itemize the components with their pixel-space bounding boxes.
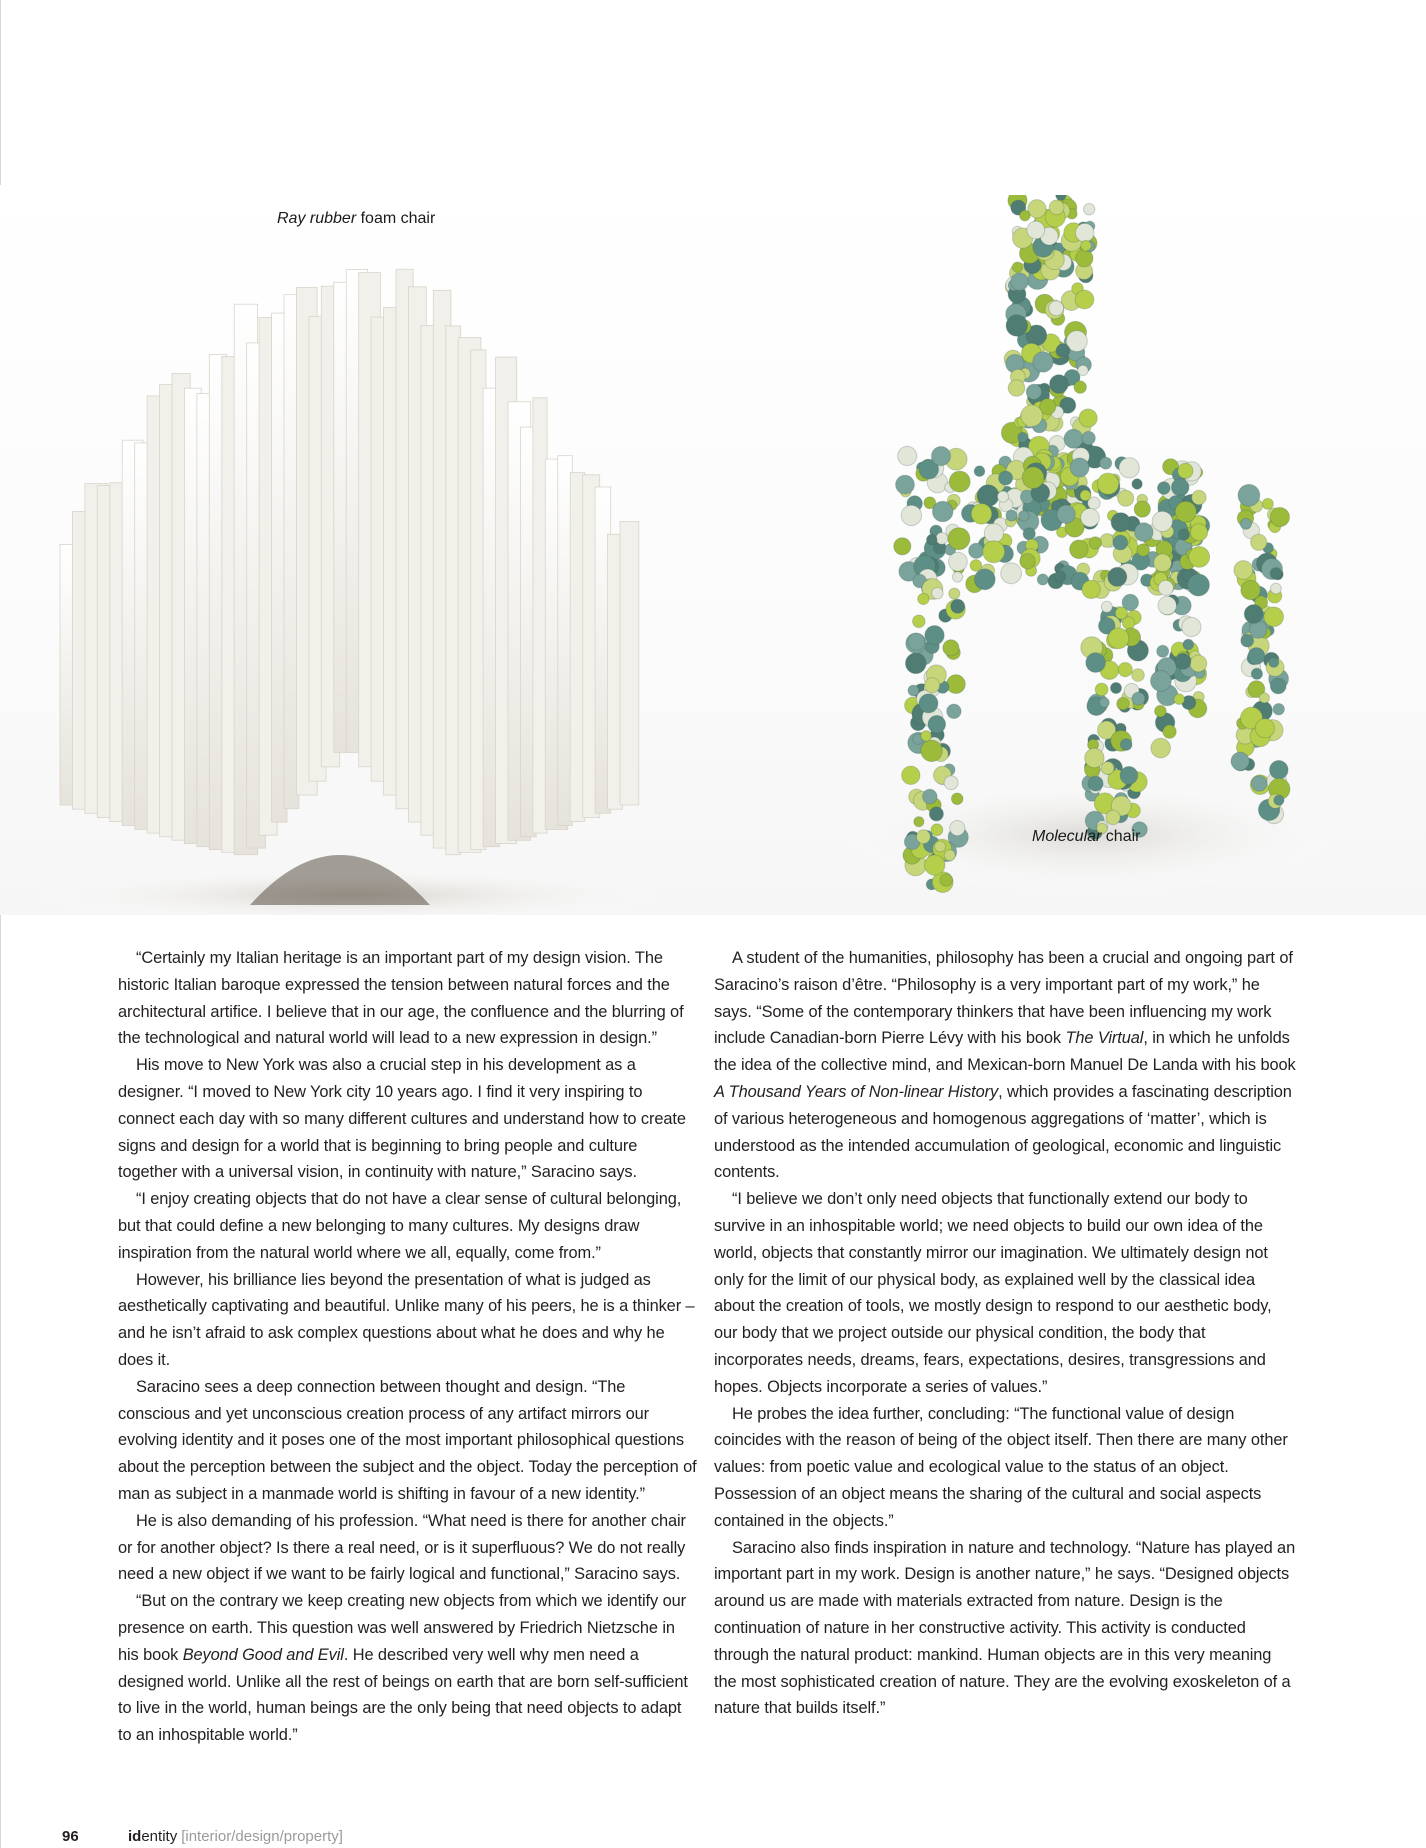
molecule-sphere (1158, 482, 1171, 495)
molecule-sphere (951, 793, 963, 805)
molecule-sphere (1244, 605, 1263, 624)
molecule-sphere (1241, 634, 1254, 647)
molecule-sphere (1020, 210, 1031, 221)
text-run: Saracino also finds inspiration in nature and technology. “Nature has played an important part in my work. Design is another nature,” he says. “Designed objects around us are made with materials extracted from nature. Design is the continuation of nature in her constructive activity. This activity is conducted through the natural product: mankind. Human objects are in this very meaning the most sophisticated creation of nature. They are the evolving exoskeleton of a nature that builds itself.” (714, 1538, 1296, 1718)
ray-caption-plain: foam chair (356, 210, 436, 227)
molecule-sphere (1154, 554, 1172, 572)
molecule-sphere (1008, 380, 1025, 397)
molecule-sphere (919, 694, 938, 713)
molecule-sphere (1049, 301, 1064, 316)
molecule-sphere (1108, 628, 1129, 649)
brand-tagline: [interior/design/property] (181, 1828, 343, 1845)
molecule-sphere (1118, 490, 1134, 506)
magazine-masthead (128, 1828, 343, 1845)
molecule-sphere (1012, 262, 1022, 272)
molecule-sphere (1183, 639, 1194, 650)
molecule-sphere (1006, 510, 1017, 521)
molecule-sphere (1085, 748, 1104, 767)
ray-chair-image (0, 245, 680, 915)
molecule-sphere (940, 874, 953, 887)
molecular-chair-image (760, 195, 1360, 915)
molecule-sphere (1082, 580, 1100, 598)
molecule-sphere (1191, 524, 1208, 541)
text-run: , which provides a fascinating description of various heterogeneous and homogenous aggregations of ‘matter’, which is understood as the intended accumulation of geological, economic and linguistic contents. (714, 1082, 1292, 1182)
molecule-sphere (1100, 457, 1112, 469)
molecule-sphere (948, 528, 970, 550)
text-run: . He described very well why men need a designed world. Unlike all the rest of beings on earth that are born self-sufficient to live in the world, human beings are the only being that need objects to adapt to an inhospitable world.” (118, 1645, 688, 1745)
molecule-sphere (931, 447, 950, 466)
molecule-sphere (1270, 508, 1289, 527)
molecule-sphere (949, 588, 960, 599)
molecule-sphere (1050, 375, 1069, 394)
ray-caption-italic: Ray rubber (277, 210, 357, 227)
molecule-sphere (1099, 698, 1109, 708)
molecule-sphere (1001, 563, 1022, 584)
molecule-sphere (1259, 693, 1269, 703)
molecular-chair-caption (1032, 828, 1140, 846)
molecule-sphere (1120, 767, 1138, 785)
molecule-sphere (1070, 458, 1089, 477)
molecule-sphere (1056, 344, 1070, 358)
paragraph (118, 1267, 698, 1374)
molecule-sphere (902, 766, 920, 784)
molecule-sphere (1241, 580, 1261, 600)
molecule-sphere (1084, 204, 1095, 215)
molecule-sphere (1255, 719, 1274, 738)
molecule-sphere (949, 552, 968, 571)
italic-title: The Virtual (1065, 1029, 1144, 1048)
molecule-sphere (1248, 648, 1265, 665)
molecule-sphere (1076, 223, 1095, 242)
molecule-sphere (1074, 381, 1086, 393)
molecule-sphere (1151, 671, 1172, 692)
molecule-sphere (1020, 554, 1035, 569)
ray-chair-caption (277, 210, 435, 228)
molecule-sphere (901, 505, 921, 525)
molecule-sphere (1080, 490, 1091, 501)
molecule-sphere (997, 491, 1008, 502)
molecule-sphere (925, 626, 944, 645)
molecule-sphere (1134, 501, 1150, 517)
text-run: A student of the humanities, philosophy has been a crucial and ongoing part of Saracino’s raison d’être. “Philosophy is a very important part of my work,” he says. “Some of the contemporary thinkers that have been influencing my work include Canadian-born Pierre Lévy with his book (714, 949, 1293, 1048)
molecule-sphere (1082, 431, 1095, 444)
molecule-sphere (1026, 384, 1041, 399)
molecule-sphere (974, 569, 995, 590)
text-run: His move to New York was also a crucial step in his development as a designer. “I moved to New York city 10 years ago. I find it very inspiring to connect each day with so many different cultures and understand how to create signs and design for a world that is beginning to bring people and culture together with a universal vision, in continuity with nature,” Saracino says. (118, 1056, 686, 1182)
molecule-sphere (1081, 240, 1092, 251)
molecule-sphere (1270, 568, 1282, 580)
molecule-sphere (1192, 490, 1206, 504)
molecule-sphere (1171, 479, 1189, 497)
molecule-sphere (1187, 574, 1209, 596)
molecule-sphere (969, 543, 984, 558)
molecule-sphere (1270, 678, 1286, 694)
molecule-sphere (1119, 458, 1139, 478)
molecule-sphere (1101, 601, 1112, 612)
molecule-sphere (1088, 776, 1103, 791)
molecule-sphere (1100, 534, 1114, 548)
paragraph (714, 1186, 1296, 1400)
molecule-sphere (898, 446, 917, 465)
paragraph (714, 945, 1296, 1186)
molecule-sphere (1274, 795, 1284, 805)
molecular-caption-italic: Molecular (1032, 828, 1102, 845)
molecule-sphere (1158, 596, 1176, 614)
molecule-sphere (913, 615, 926, 628)
molecule-sphere (1175, 654, 1191, 670)
text-run: He probes the idea further, concluding: “The functional value of design coincides with the reason of being of the object itself. Then there are many other values: from poetic value and ecological value to the status of an object. Possession of an object means the sharing of the cultural and social aspects contained in the objects.” (714, 1404, 1288, 1530)
italic-title: A Thousand Years of Non-linear History (714, 1082, 999, 1101)
molecule-sphere (1270, 761, 1289, 780)
paragraph (118, 945, 698, 1052)
italic-title: Beyond Good and Evil (182, 1645, 344, 1664)
molecule-sphere (918, 593, 929, 604)
molecule-sphere (1273, 704, 1284, 715)
molecule-sphere (1189, 547, 1210, 568)
foam-slat (620, 522, 639, 806)
text-run: “I enjoy creating objects that do not have a clear sense of cultural belonging, but that could define a new belonging to many cultures. My designs draw inspiration from the natural world where we all, equally, come from.” (118, 1190, 682, 1262)
molecule-sphere (935, 841, 946, 852)
molecule-sphere (1111, 513, 1130, 532)
molecule-sphere (1095, 683, 1108, 696)
molecule-sphere (1011, 273, 1029, 291)
molecule-sphere (929, 807, 943, 821)
molecule-sphere (971, 504, 992, 525)
molecule-sphere (1049, 200, 1064, 215)
molecule-sphere (932, 501, 953, 522)
molecule-sphere (1089, 537, 1101, 549)
molecule-sphere (1251, 534, 1267, 550)
molecule-sphere (1264, 607, 1284, 627)
molecule-sphere (949, 471, 970, 492)
brand-rest: entity (141, 1828, 178, 1845)
molecule-sphere (927, 534, 938, 545)
molecule-sphere (1054, 571, 1065, 582)
molecule-sphere (931, 824, 943, 836)
paragraph (118, 1186, 698, 1266)
molecule-sphere (932, 588, 943, 599)
molecule-sphere (1238, 484, 1260, 506)
molecule-sphere (1033, 352, 1053, 372)
molecule-sphere (944, 776, 958, 790)
molecule-sphere (1006, 315, 1027, 336)
molecule-sphere (1137, 544, 1150, 557)
molecule-sphere (947, 675, 966, 694)
molecule-sphere (1175, 501, 1196, 522)
molecular-caption-plain: chair (1101, 828, 1141, 845)
molecule-sphere (974, 466, 985, 477)
molecule-sphere (1078, 365, 1088, 375)
molecule-sphere (1231, 752, 1249, 770)
molecule-sphere (951, 599, 965, 613)
molecule-sphere (1021, 405, 1043, 427)
text-run: “But on the contrary we keep creating new objects from which we identify our presence on earth. This question was well answered by Friedrich Nietzsche in his book (118, 1592, 686, 1664)
molecule-sphere (1234, 561, 1253, 580)
molecule-sphere (1057, 505, 1075, 523)
molecule-sphere (970, 560, 982, 572)
molecule-sphere (1022, 467, 1044, 489)
molecule-sphere (1262, 498, 1273, 509)
molecule-sphere (1135, 523, 1154, 542)
molecule-sphere (1117, 697, 1129, 709)
paragraph (118, 1588, 698, 1749)
molecule-sphere (914, 817, 924, 827)
molecule-sphere (1120, 739, 1132, 751)
molecule-sphere (1158, 580, 1173, 595)
molecule-sphere (896, 475, 915, 494)
molecule-sphere (921, 740, 943, 762)
molecule-sphere (1118, 663, 1132, 677)
molecule-sphere (921, 731, 932, 742)
molecule-sphere (923, 789, 938, 804)
molecule-sphere (1271, 583, 1282, 594)
molecule-sphere (1064, 429, 1083, 448)
molecule-sphere (936, 533, 948, 545)
molecule-sphere (1132, 669, 1145, 682)
molecule-sphere (894, 538, 911, 555)
text-run: “I believe we don’t only need objects that functionally extend our body to survive in an inhospitable world; we need objects to build our own idea of the world, objects that constantly mirror our imagination. We ultimately design not only for the limit of our physical body, as explained well by the classical idea about the creation of tools, we mostly design to respond to our aesthetic body, our body that we project outside our physical condition, the body that incorporates needs, dreams, fears, expectations, desires, transgressions and hopes. Objects incorporate a series of values.” (714, 1190, 1272, 1396)
paragraph (118, 1374, 698, 1508)
molecule-sphere (1251, 668, 1262, 679)
brand-bold: id (128, 1828, 142, 1845)
molecule-sphere (1086, 653, 1106, 673)
paragraph (118, 1052, 698, 1186)
molecule-sphere (952, 572, 962, 582)
molecule-sphere (1174, 694, 1185, 705)
article-column-right (714, 945, 1296, 1722)
molecule-sphere (1081, 508, 1100, 527)
text-run: He is also demanding of his profession. “What need is there for another chair or for another object? Is there a real need, or is it superfluous? We do not really need a new object if we want to be fairly logical and functional,” Saracino says. (118, 1511, 686, 1584)
molecule-sphere (1152, 511, 1172, 531)
molecule-sphere (925, 678, 940, 693)
molecule-sphere (1075, 290, 1094, 309)
paragraph (714, 1401, 1296, 1535)
paragraph (118, 1508, 698, 1588)
molecule-sphere (999, 471, 1013, 485)
molecule-sphere (1269, 657, 1279, 667)
molecule-sphere (917, 830, 931, 844)
text-run: , in which he unfolds the idea of the collective mind, and Mexican-born Manuel De Landa with his book (714, 1029, 1296, 1075)
molecule-sphere (906, 653, 927, 674)
molecule-sphere (1113, 535, 1128, 550)
molecule-sphere (908, 633, 925, 650)
molecule-sphere (1132, 692, 1145, 705)
molecule-sphere (1132, 479, 1142, 489)
text-run: However, his brilliance lies beyond the presentation of what is judged as aesthetically captivating and beautiful. Unlike many of his peers, he is a thinker – and he isn’t afraid to ask complex questions about what he does and why he does it. (118, 1270, 695, 1369)
molecule-sphere (1155, 705, 1167, 717)
molecule-sphere (1018, 432, 1028, 442)
molecule-sphere (1111, 683, 1122, 694)
molecule-sphere (947, 704, 961, 718)
molecule-sphere (1157, 645, 1169, 657)
molecule-sphere (1151, 738, 1171, 758)
molecule-sphere (950, 821, 965, 836)
molecule-sphere (1240, 518, 1251, 529)
molecule-sphere (925, 855, 945, 875)
molecule-sphere (1079, 409, 1097, 427)
molecule-sphere (1027, 221, 1045, 239)
molecule-sphere (1251, 776, 1267, 792)
molecule-sphere (1019, 511, 1030, 522)
molecule-sphere (1178, 529, 1189, 540)
page-number: 96 (62, 1828, 79, 1845)
text-run: Saracino sees a deep connection between thought and design. “The conscious and yet unconscious creation process of any artifact mirrors our evolving identity and it poses one of the most important philosophical questions about the perception between the subject and the object. Today the perception of man as subject in a manmade world is shifting in favour of a new identity.” (118, 1377, 697, 1503)
molecule-sphere (944, 850, 955, 861)
molecule-sphere (1101, 762, 1114, 775)
molecule-sphere (1182, 617, 1201, 636)
molecule-sphere (1070, 540, 1089, 559)
molecule-sphere (1115, 607, 1127, 619)
molecule-sphere (943, 640, 959, 656)
molecule-sphere (1108, 567, 1127, 586)
paragraph (714, 1535, 1296, 1723)
molecule-sphere (984, 524, 1003, 543)
text-run: “Certainly my Italian heritage is an important part of my design vision. The historic Italian baroque expressed the tension between natural forces and the architectural artifice. I believe that in our age, the confluence and the blurring of the technological and natural world will lead to a new expression in design.” (118, 949, 684, 1048)
molecule-sphere (1190, 655, 1207, 672)
molecule-sphere (1163, 725, 1176, 738)
molecule-sphere (1106, 810, 1120, 824)
molecule-sphere (1023, 528, 1035, 540)
molecule-sphere (1178, 463, 1193, 478)
molecule-sphere (928, 716, 946, 734)
molecule-sphere (1037, 574, 1048, 585)
molecule-sphere (983, 541, 1005, 563)
article-column-left (118, 945, 698, 1749)
molecule-sphere (1097, 473, 1118, 494)
